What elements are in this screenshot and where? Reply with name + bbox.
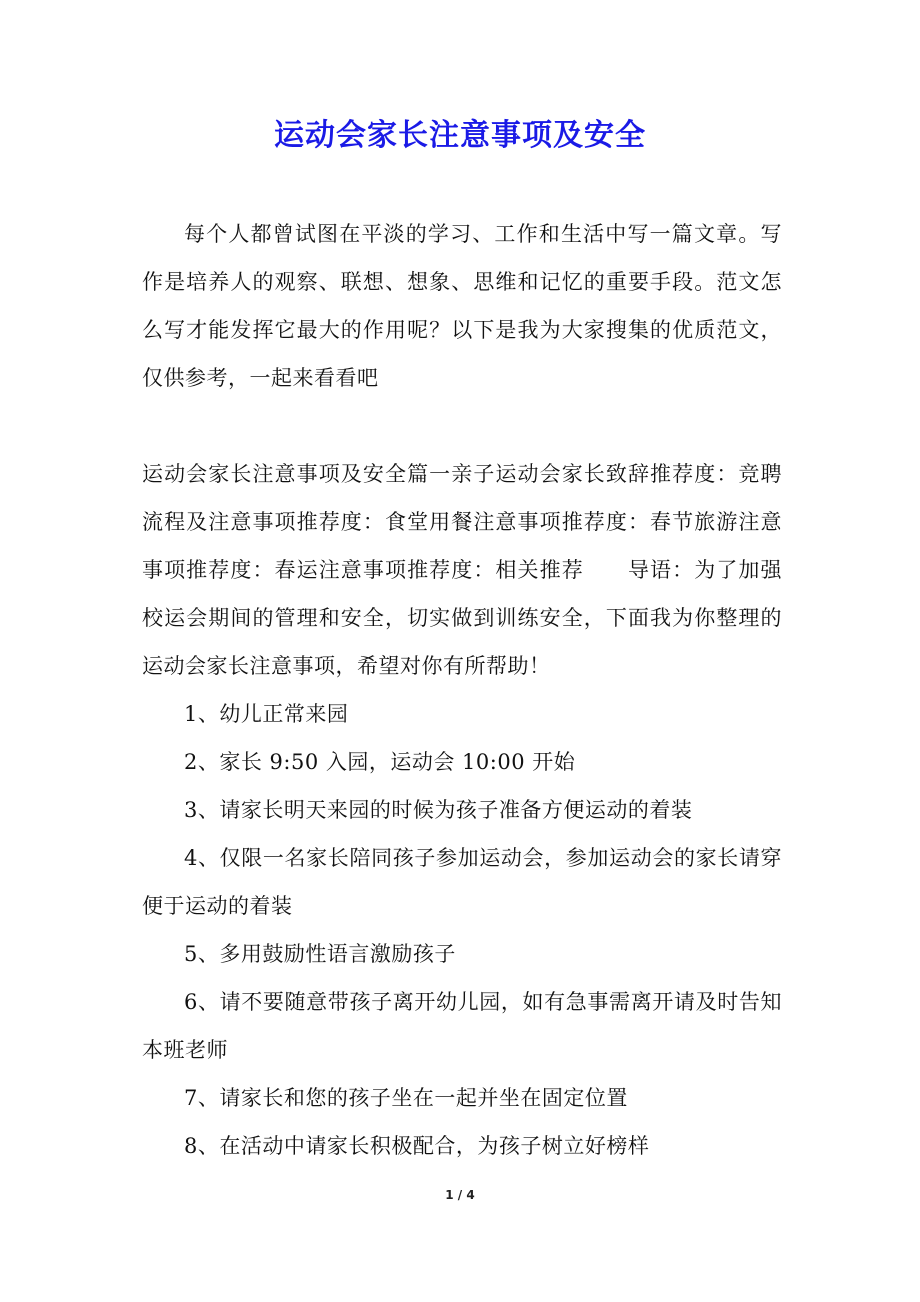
list-item: 1、幼儿正常来园 [184,702,349,726]
document-body [142,210,782,1170]
list-item: 8、在活动中请家长积极配合，为孩子树立好榜样 [184,1134,650,1158]
list-item: 7、请家长和您的孩子坐在一起并坐在固定位置 [184,1086,628,1110]
list-item: 2、家长 9:50 入园，运动会 10:00 开始 [184,750,576,774]
intro-paragraph: 每个人都曾试图在平淡的学习、工作和生活中写一篇文章。写作是培养人的观察、联想、想象、思维和记忆的重要手段。范文怎么写才能发挥它最大的作用呢？以下是我为大家搜集的优质范文，仅供参考，一起来看看吧 [142,222,782,390]
page-indicator: 1 / 4 [445,1188,475,1202]
list-item: 5、多用鼓励性语言激励孩子 [184,942,456,966]
document-title: 运动会家长注意事项及安全 [274,118,646,153]
list-item: 3、请家长明天来园的时候为孩子准备方便运动的着装 [184,798,693,822]
list-item: 6、请不要随意带孩子离开幼儿园，如有急事需离开请及时告知本班老师 [142,990,782,1062]
paragraph-gap [142,402,782,450]
list-item: 4、仅限一名家长陪同孩子参加运动会，参加运动会的家长请穿便于运动的着装 [142,846,782,918]
section-header-paragraph: 运动会家长注意事项及安全篇一亲子运动会家长致辞推荐度：竞聘流程及注意事项推荐度：食堂用餐注意事项推荐度：春节旅游注意事项推荐度：春运注意事项推荐度：相关推荐 导语：为了加强校运会期间的管理和安全，切实做到训练安全，下面我为你整理的运动会家长注意事项，希望对你有所帮助！ [142,462,782,678]
